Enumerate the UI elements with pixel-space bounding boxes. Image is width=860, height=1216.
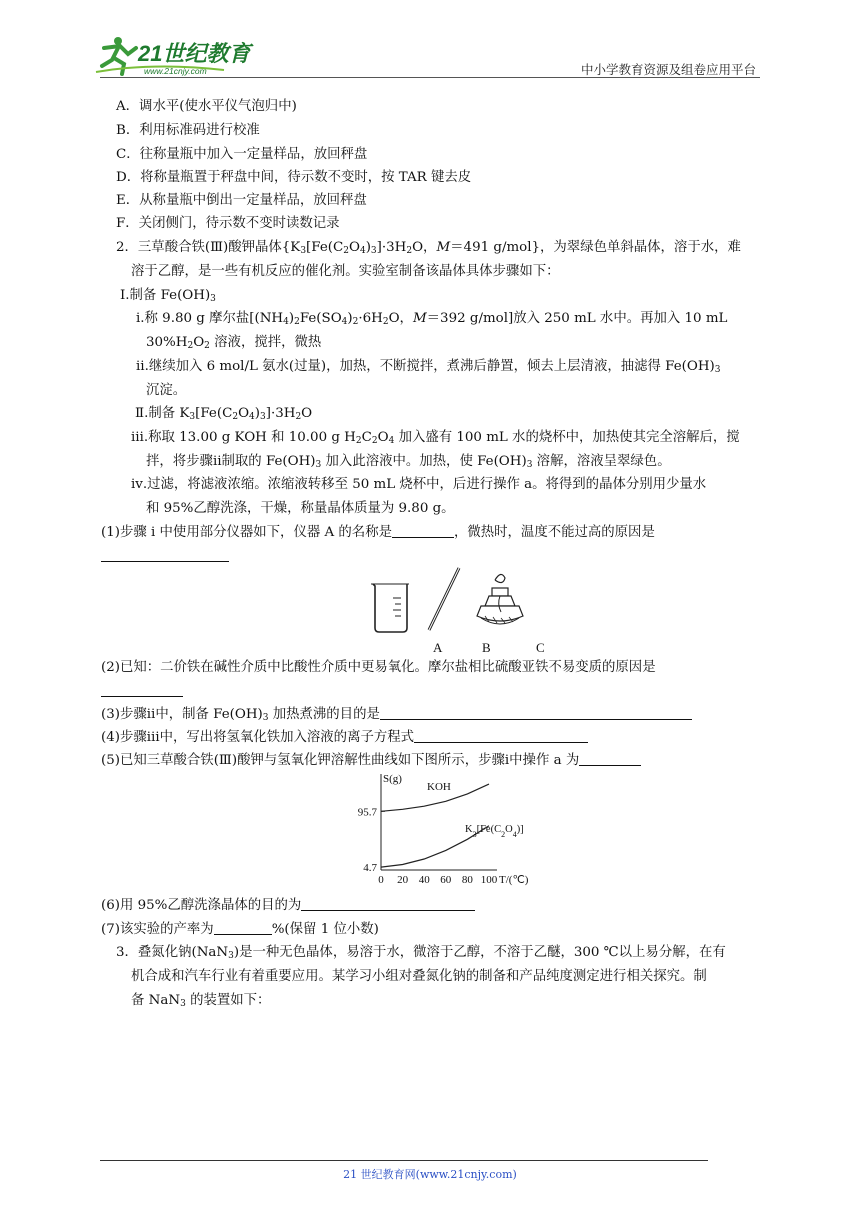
q2-step-ii-line1: ⅱ.继续加入 6 mol/L 氨水(过量)，加热，不断搅拌，煮沸后静置，倾去上层清液，抽滤得 $Fe(OH)_3$ (136, 359, 721, 375)
q3-line3: 备 NaN$_3$ 的装置如下： (131, 993, 271, 1009)
x-tick-label-1: 20 (397, 874, 409, 886)
apparatus-label-c: C (536, 640, 545, 655)
q2-sub3: (3)步骤ⅱ中，制备 $Fe(OH)_3$ 加热煮沸的目的是 (101, 705, 692, 725)
logo-main-text: 21世纪教育 (138, 41, 251, 66)
q2-step-iv-line1: ⅳ.过滤，将滤液浓缩。浓缩液转移至 50 mL 烧杯中，后进行操作 a。将得到的晶体分别用少量水 (131, 477, 707, 492)
apparatus-label-b: B (482, 640, 491, 655)
platform-title: 中小学教育资源及组卷应用平台 (580, 62, 756, 77)
q2-part2-title: Ⅱ.制备 $K_3[Fe(C_2O_4)_3]\cdot 3H_2O$ (135, 406, 313, 422)
y-tick-label-1: 95.7 (357, 806, 377, 819)
q2-intro-line1: 2．三草酸合铁(Ⅲ)酸钾晶体{$K_3[Fe(C_2O_4)_3]\cdot 3H_2O$，M＝491 g/mol}，为翠绿色单斜晶体，溶于水，难 (116, 240, 741, 256)
q2-step-iii-line1: ⅲ.称取 13.00 g KOH 和 10.00 g $H_2C_2O_4$ 加入盛有 100 mL 水的烧杯中，加热使其完全溶解后，搅 (131, 430, 740, 446)
q2-step-iv-line2: 和 95%乙醇洗涤，干燥，称量晶体质量为 9.80 g。 (146, 501, 455, 516)
q2-sub2-line1: (2)已知：二价铁在碱性介质中比酸性介质中更易氧化。摩尔盐相比硫酸亚铁不易变质的原因是 (101, 660, 656, 675)
q2-step-i-line2: $30\%H_2O_2$ 溶液，搅拌，微热 (146, 335, 322, 351)
q2-sub6: (6)用 95%乙醇洗涤晶体的目的为 (101, 896, 475, 916)
logo-url-text: www.21cnjy.com (144, 66, 207, 76)
x-tick-label-4: 80 (461, 874, 473, 886)
footer-divider (100, 1160, 708, 1161)
q2-sub1-line2 (101, 547, 229, 567)
q2-intro-line2: 溶于乙醇，是一些有机反应的催化剂。实验室制备该晶体具体步骤如下： (131, 264, 560, 279)
y-axis-label: S(g) (383, 773, 402, 785)
step-b: B．利用标准码进行校准 (116, 123, 260, 138)
x-tick-label-2: 40 (418, 874, 430, 886)
series-label-koh: KOH (427, 781, 451, 793)
footer-site-link[interactable]: 21 世纪教育网(www.21cnjy.com) (343, 1168, 517, 1181)
q2-step-iii-line2: 拌，将步骤ⅱ制取的 $Fe(OH)_3$ 加入此溶液中。加热，使 $Fe(OH)_3$ 溶解，溶液呈翠绿色。 (146, 454, 671, 470)
header-divider (100, 77, 760, 78)
step-c: C．往称量瓶中加入一定量样品，放回秤盘 (116, 147, 368, 162)
q2-sub5: (5)已知三草酸合铁(Ⅲ)酸钾与氢氧化钾溶解性曲线如下图所示，步骤ⅰ中操作 a 为 (101, 751, 641, 771)
q2-step-i-line1: ⅰ.称 9.80 g 摩尔盐[$(NH_4)_2Fe(SO_4)_2\cdot 6H_2O$，M＝392 g/mol]放入 250 mL 水中。再加入 10 mL (136, 311, 728, 327)
step-e: E．从称量瓶中倒出一定量样品，放回秤盘 (116, 193, 367, 208)
q3-line2: 机合成和汽车行业有着重要应用。某学习小组对叠氮化钠的制备和产品纯度测定进行相关探究。制 (131, 969, 707, 984)
site-logo (94, 34, 264, 78)
beaker-icon (371, 584, 409, 632)
q2-sub4: (4)步骤ⅲ中，写出将氢氧化铁加入溶液的离子方程式 (101, 728, 588, 748)
apparatus-figure (365, 566, 575, 658)
q2-step-ii-line2: 沉淀。 (146, 383, 187, 398)
x-tick-label-3: 60 (440, 874, 452, 886)
alcohol-lamp-icon (477, 574, 523, 624)
series-label-k3fe: $K_3[Fe(C_2O_4)]$ (465, 824, 524, 839)
step-a: A．调水平(使水平仪气泡归中) (116, 99, 297, 114)
step-f: F．关闭侧门，待示数不变时读数记录 (116, 216, 340, 231)
q2-sub2-line2 (101, 682, 183, 702)
q3-line1: 3．叠氮化钠(NaN$_3$)是一种无色晶体，易溶于水，微溶于乙醇，不溶于乙醚，300 ℃以上易分解，在有 (116, 945, 726, 961)
q2-sub7: (7)该实验的产率为 %(保留 1 位小数) (101, 922, 379, 937)
apparatus-label-a: A (433, 640, 443, 655)
glass-rod-icon (429, 568, 459, 630)
step-d: D．将称量瓶置于秤盘中间，待示数不变时，按 TAR 键去皮 (116, 170, 472, 185)
x-tick-label-0: 0 (378, 874, 384, 886)
q2-sub1-line1: (1)步骤 ⅰ 中使用部分仪器如下，仪器 A 的名称是 ，微热时，温度不能过高的原因是 (101, 525, 655, 540)
x-tick-label-5: 100 (480, 874, 498, 886)
x-axis-label: T/(℃) (499, 874, 529, 886)
y-tick-label-0: 4.7 (363, 862, 377, 875)
solubility-chart (345, 770, 545, 894)
q2-part1-title: Ⅰ.制备 $Fe(OH)_3$ (120, 288, 216, 304)
